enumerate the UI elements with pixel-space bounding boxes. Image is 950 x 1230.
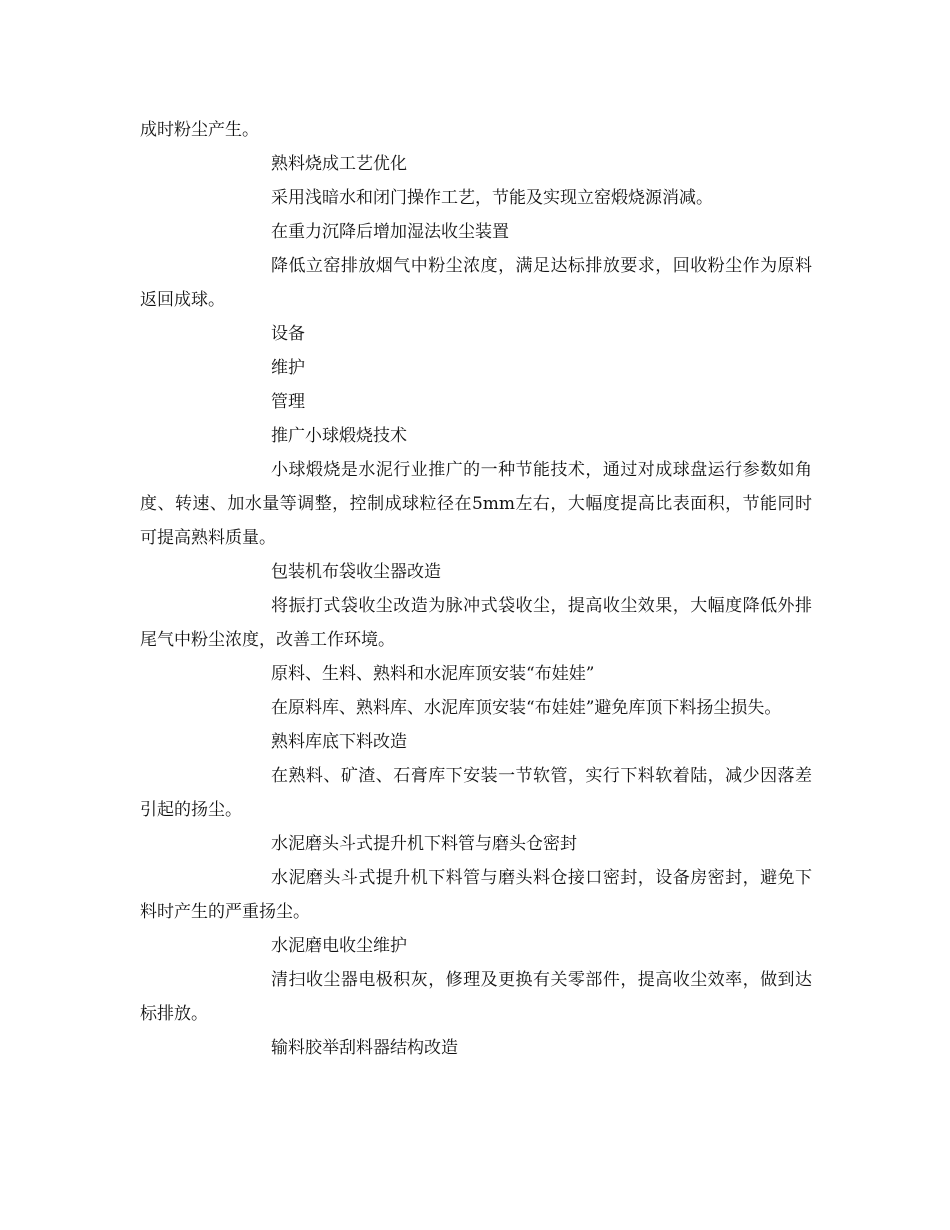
paragraph: 小球煅烧是水泥行业推广的一种节能技术，通过对成球盘运行参数如角度、转速、加水量等调整，控制成球粒径在5mm左右，大幅度提高比表面积，节能同时可提高熟料质量。 [140,460,812,548]
paragraph: 将振打式袋收尘改造为脉冲式袋收尘，提高收尘效果，大幅度降低外排尾气中粉尘浓度，改善工作环境。 [140,596,812,650]
section-heading: 熟料库底下料改造 [271,732,407,752]
paragraph: 水泥磨头斗式提升机下料管与磨头料仓接口密封，设备房密封，避免下料时产生的严重扬尘。 [140,868,812,922]
paragraph: 降低立窑排放烟气中粉尘浓度，满足达标排放要求，回收粉尘作为原料返回成球。 [140,256,812,310]
section-heading: 管理 [271,392,305,412]
paragraph-continuation: 成时粉尘产生。 [140,120,259,140]
document-body [140,113,812,1065]
section-heading: 在重力沉降后增加湿法收尘装置 [271,222,509,242]
paragraph: 采用浅暗水和闭门操作工艺，节能及实现立窑煅烧源消减。 [271,188,713,208]
paragraph: 在原料库、熟料库、水泥库顶安装“布娃娃”避免库顶下料扬尘损失。 [271,698,782,718]
section-heading: 输料胶举刮料器结构改造 [271,1038,458,1058]
section-heading: 维护 [271,358,305,378]
section-heading: 设备 [271,324,305,344]
section-heading: 推广小球煅烧技术 [271,426,407,446]
section-heading: 水泥磨头斗式提升机下料管与磨头仓密封 [271,834,577,854]
paragraph: 清扫收尘器电极积灰，修理及更换有关零部件，提高收尘效率，做到达标排放。 [140,970,812,1024]
section-heading: 水泥磨电收尘维护 [271,936,407,956]
paragraph: 在熟料、矿渣、石膏库下安装一节软管，实行下料软着陆，减少因落差引起的扬尘。 [140,766,812,820]
section-heading: 包装机布袋收尘器改造 [271,562,441,582]
section-heading: 原料、生料、熟料和水泥库顶安装“布娃娃” [271,664,595,684]
section-heading: 熟料烧成工艺优化 [271,154,407,174]
